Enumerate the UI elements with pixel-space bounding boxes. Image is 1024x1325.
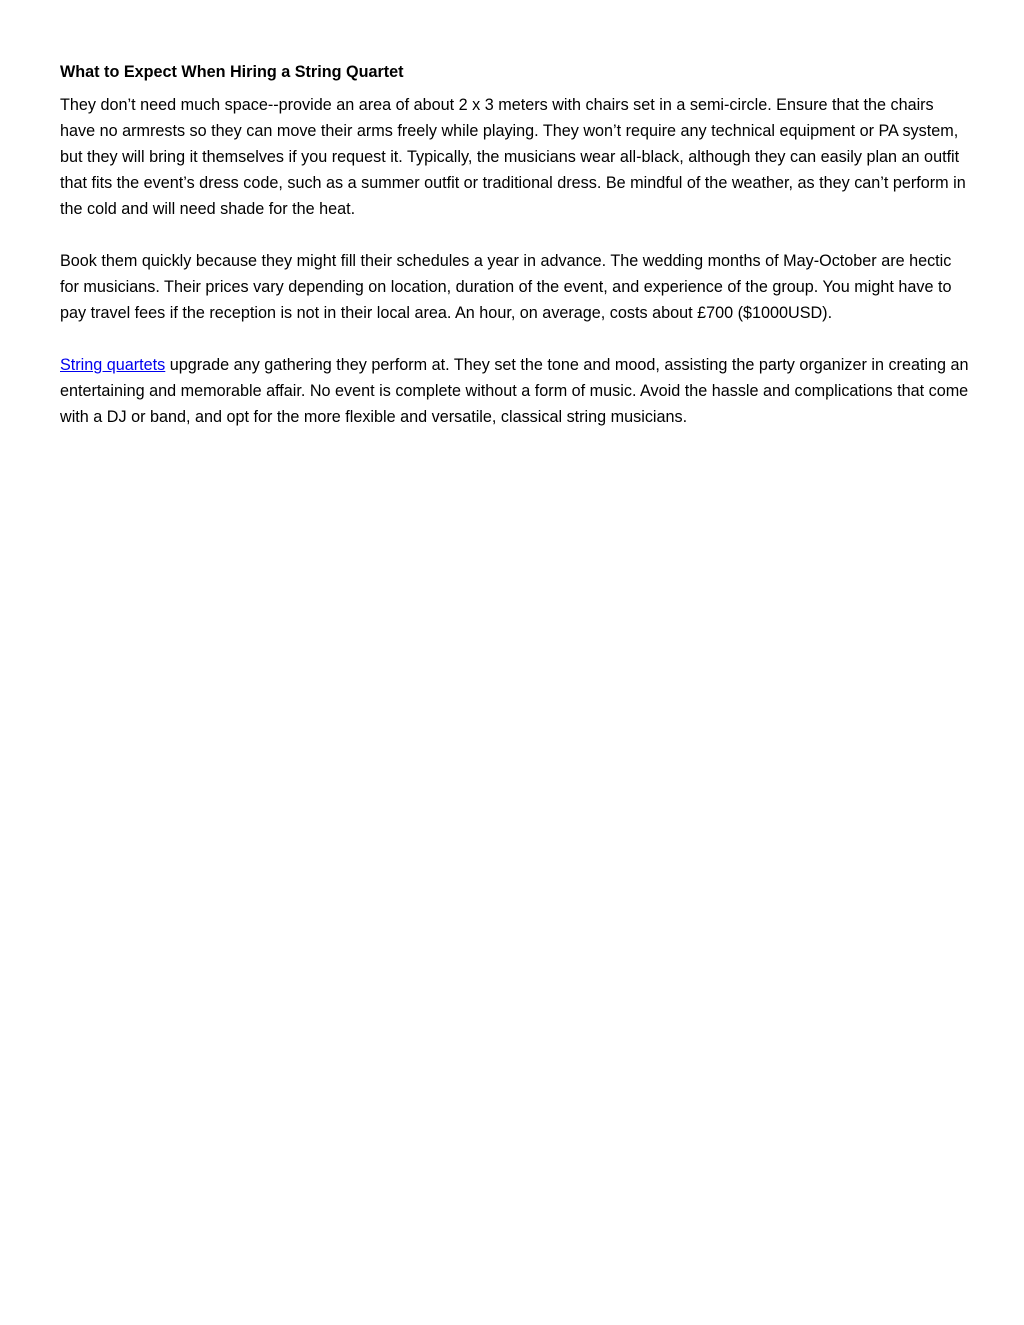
- conclusion-text: upgrade any gathering they perform at. They set the tone and mood, assisting the party organizer in creating an entertaining and memorable affair. No event is complete without a form of music. Avoid the hassle and complications that come with a DJ or band, and opt for the more flexible and versatile, classical string musicians.: [60, 356, 969, 426]
- paragraph-space-requirements: They don’t need much space--provide an area of about 2 x 3 meters with chairs set in a semi-circle. Ensure that the chairs have no armrests so they can move their arms freely while playing. They won’t require any technical equipment or PA system, but they will bring it themselves if you request it. Typically, the musicians wear all-black, although they can easily plan an outfit that fits the event’s dress code, such as a summer outfit or traditional dress. Be mindful of the weather, as they can’t perform in the cold and will need shade for the heat.: [60, 96, 966, 218]
- paragraph-booking-and-prices: Book them quickly because they might fill their schedules a year in advance. The wedding months of May-October are hectic for musicians. Their prices vary depending on location, duration of the event, and experience of the group. You might have to pay travel fees if the reception is not in their local area. An hour, on average, costs about £700 ($1000USD).: [60, 252, 952, 322]
- document-title: What to Expect When Hiring a String Quartet: [60, 63, 404, 81]
- paragraph-conclusion: [60, 352, 970, 430]
- document-page: [60, 60, 970, 456]
- string-quartets-link[interactable]: String quartets: [60, 356, 166, 374]
